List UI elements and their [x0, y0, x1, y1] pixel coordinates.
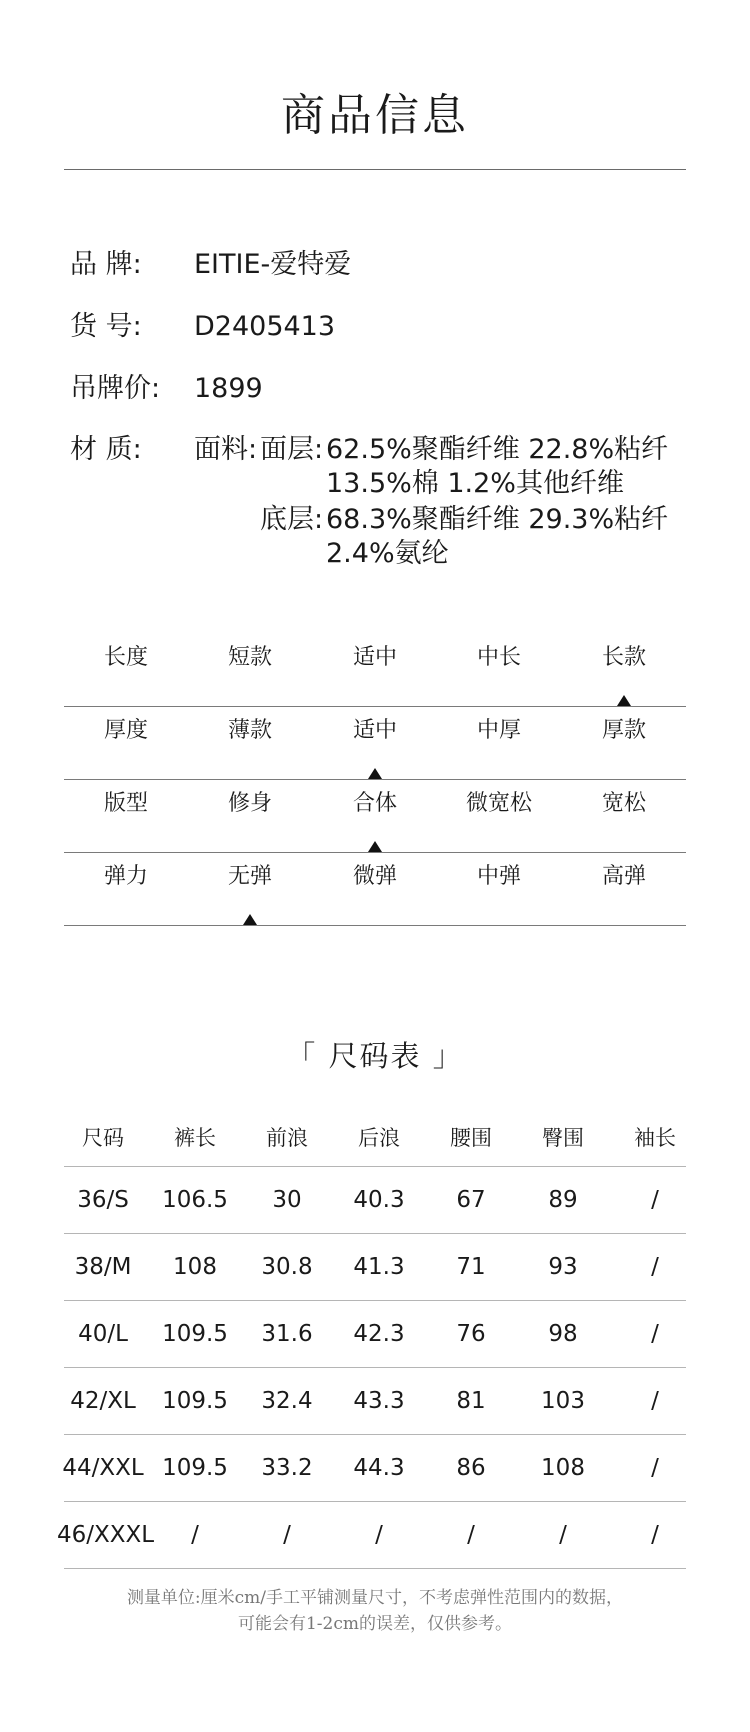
attribute-option: 中弹	[476, 864, 521, 889]
attribute-option: 修身	[227, 791, 272, 816]
column-header: 腰围	[450, 1126, 492, 1150]
attribute-option: 长款	[601, 645, 646, 670]
measurement-cell: /	[651, 1321, 659, 1347]
attribute-option: 短款	[227, 645, 272, 670]
measurement-cell: /	[283, 1522, 291, 1548]
measurement-cell: /	[651, 1254, 659, 1280]
brand-value: EITIE-爱特爱	[194, 249, 352, 280]
measurement-cell: /	[559, 1522, 567, 1548]
attribute-option: 中厚	[476, 718, 521, 743]
selected-marker-icon	[368, 841, 382, 852]
measurement-cell: 31.6	[261, 1321, 313, 1347]
column-header: 前浪	[266, 1126, 308, 1150]
measurement-note-line-2: 可能会有1-2cm的误差，仅供参考。	[237, 1614, 513, 1634]
attribute-name: 弹力	[103, 864, 148, 889]
table-row	[64, 1368, 686, 1435]
attribute-option: 适中	[352, 718, 397, 743]
measurement-cell: 98	[548, 1321, 578, 1347]
measurement-cell: 86	[456, 1455, 486, 1481]
table-row	[64, 1167, 686, 1234]
lining-layer-line-1: 68.3%聚酯纤维 29.3%粘纤	[326, 504, 669, 535]
column-header: 后浪	[358, 1126, 400, 1150]
size-cell: 42/XL	[70, 1388, 136, 1414]
attribute-name: 长度	[103, 645, 148, 670]
measurement-cell: 76	[456, 1321, 486, 1347]
selected-marker-icon	[243, 914, 257, 925]
selected-marker-icon	[368, 768, 382, 779]
measurement-cell: /	[191, 1522, 199, 1548]
material-label: 材 质:	[70, 434, 142, 465]
size-cell: 40/L	[78, 1321, 128, 1347]
size-cell: 36/S	[77, 1187, 129, 1213]
attribute-row	[64, 633, 686, 707]
measurement-cell: /	[651, 1388, 659, 1414]
measurement-cell: 44.3	[353, 1455, 405, 1481]
size-cell: 38/M	[74, 1254, 132, 1280]
outer-layer-line-2: 13.5%棉 1.2%其他纤维	[326, 468, 624, 499]
table-row	[57, 1502, 686, 1569]
size-cell: 44/XXL	[62, 1455, 144, 1481]
measurement-note	[0, 1585, 750, 1637]
attribute-option: 微宽松	[465, 791, 532, 816]
measurement-cell: 108	[173, 1254, 217, 1280]
measurement-cell: 106.5	[162, 1187, 228, 1213]
attribute-option: 适中	[352, 645, 397, 670]
attribute-option: 厚款	[601, 718, 646, 743]
attribute-name: 版型	[103, 791, 148, 816]
measurement-cell: 109.5	[162, 1455, 228, 1481]
measurement-cell: 93	[548, 1254, 578, 1280]
column-header: 臀围	[542, 1126, 584, 1150]
measurement-cell: 30	[272, 1187, 302, 1213]
selected-marker-icon	[617, 695, 631, 706]
attribute-option: 微弹	[352, 864, 397, 889]
attribute-option: 中长	[476, 645, 521, 670]
fabric-label: 面料:	[194, 434, 258, 465]
lining-layer-label: 底层:	[260, 504, 324, 535]
measurement-cell: 81	[456, 1388, 486, 1414]
attribute-option: 合体	[352, 791, 397, 816]
table-row	[64, 1234, 686, 1301]
measurement-cell: 103	[541, 1388, 585, 1414]
measurement-cell: 43.3	[353, 1388, 405, 1414]
attribute-option: 无弹	[227, 864, 272, 889]
measurement-cell: 67	[456, 1187, 486, 1213]
measurement-cell: 40.3	[353, 1187, 405, 1213]
column-header: 尺码	[82, 1126, 124, 1150]
sku-value: D2405413	[194, 311, 336, 342]
size-cell: 46/XXXL	[57, 1522, 155, 1548]
measurement-cell: 108	[541, 1455, 585, 1481]
brand-label: 品 牌:	[70, 249, 142, 280]
measurement-cell: 30.8	[261, 1254, 313, 1280]
measurement-cell: 32.4	[261, 1388, 313, 1414]
price-label: 吊牌价:	[70, 373, 161, 404]
measurement-cell: 71	[456, 1254, 486, 1280]
measurement-cell: /	[375, 1522, 383, 1548]
attribute-row	[64, 779, 686, 853]
outer-layer-line-1: 62.5%聚酯纤维 22.8%粘纤	[326, 434, 669, 465]
column-header: 袖长	[634, 1126, 676, 1150]
measurement-cell: 42.3	[353, 1321, 405, 1347]
attribute-option: 高弹	[601, 864, 646, 889]
attribute-row	[64, 706, 686, 780]
measurement-cell: 89	[548, 1187, 578, 1213]
measurement-note-line-1: 测量单位:厘米cm/手工平铺测量尺寸，不考虑弹性范围内的数据，	[126, 1588, 624, 1608]
attribute-option: 宽松	[601, 791, 646, 816]
outer-layer-label: 面层:	[260, 434, 324, 465]
measurement-cell: /	[651, 1187, 659, 1213]
measurement-cell: 109.5	[162, 1388, 228, 1414]
attribute-option: 薄款	[227, 718, 272, 743]
attribute-row	[64, 852, 686, 926]
table-row	[64, 1301, 686, 1368]
measurement-cell: 41.3	[353, 1254, 405, 1280]
measurement-cell: /	[651, 1455, 659, 1481]
title-divider	[64, 169, 686, 170]
lining-layer-line-2: 2.4%氨纶	[326, 538, 449, 569]
measurement-cell: 109.5	[162, 1321, 228, 1347]
page-title: 商品信息	[281, 90, 469, 141]
measurement-cell: /	[467, 1522, 475, 1548]
size-table	[57, 1110, 686, 1569]
size-table-title: 「 尺码表 」	[286, 1039, 464, 1073]
size-table-header	[64, 1110, 686, 1167]
attribute-name: 厚度	[103, 718, 148, 743]
measurement-cell: 33.2	[261, 1455, 313, 1481]
price-value: 1899	[194, 373, 263, 404]
table-row	[64, 1435, 686, 1502]
column-header: 裤长	[174, 1126, 216, 1150]
sku-label: 货 号:	[70, 311, 142, 342]
measurement-cell: /	[651, 1522, 659, 1548]
